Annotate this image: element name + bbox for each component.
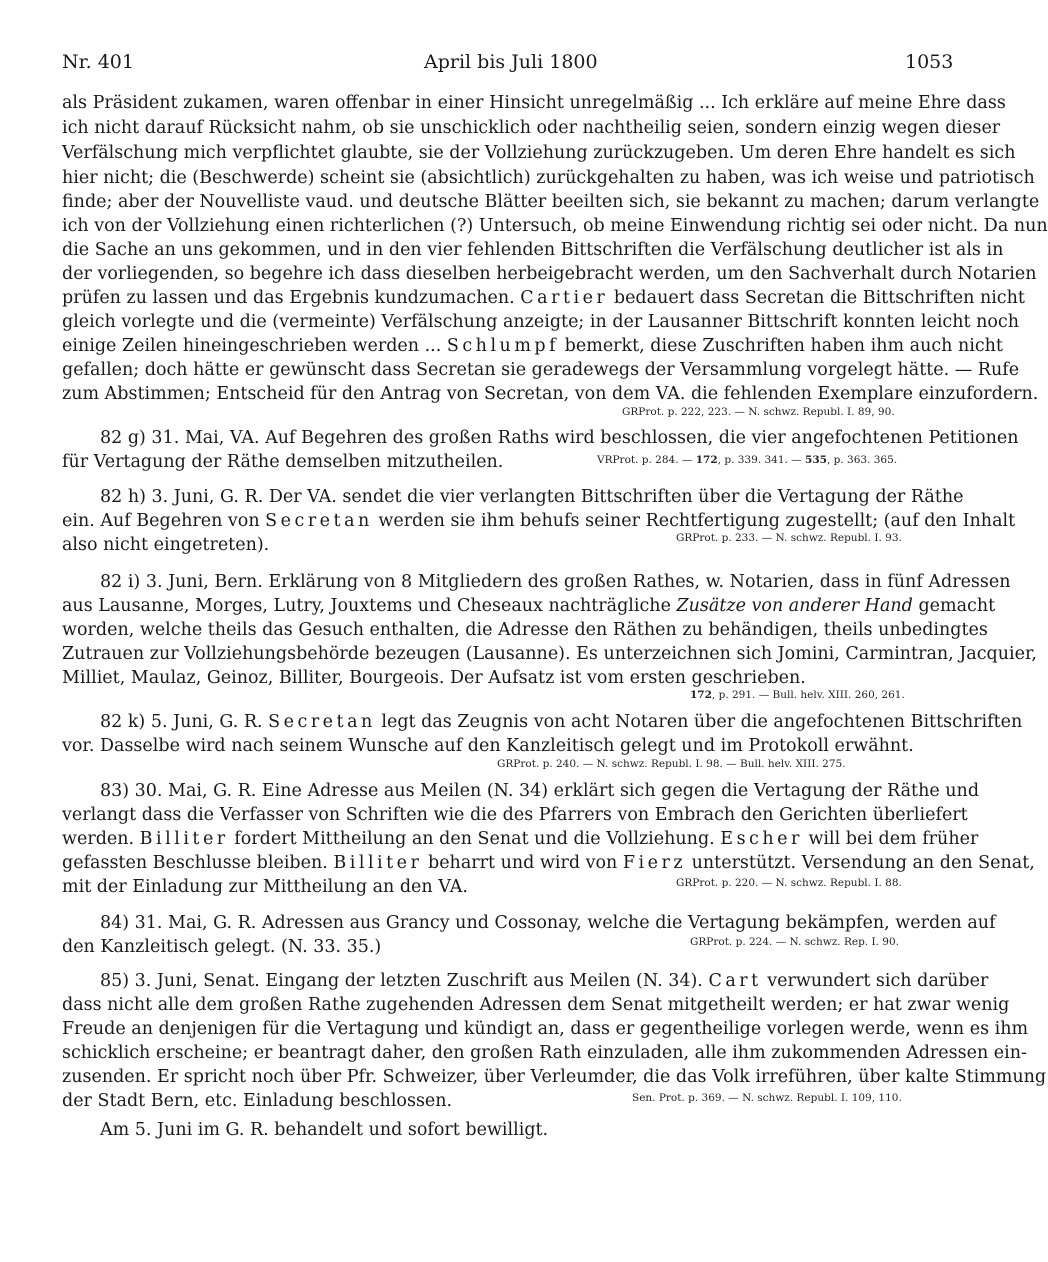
text-line: für Vertagung der Räthe demselben mitzutheilen. xyxy=(62,452,504,472)
text-line: hier nicht; die (Beschwerde) scheint sie (absichtlich) zurückgehalten zu haben, was ich weise und patriotisch xyxy=(62,168,1035,188)
text-segment: prüfen zu lassen und das Ergebnis kundzumachen. xyxy=(62,288,515,308)
text-line: finde; aber der Nouvelliste vaud. und deutsche Blätter beeilten sich, sie bekannt zu machen; darum verlangte xyxy=(62,192,1040,212)
text-segment: aus Lausanne, Morges, Lutry, Jouxtems und Cheseaux nachträgliche xyxy=(62,596,671,616)
text-segment: 85) 3. Juni, Senat. Eingang der letzten Zuschrift aus Meilen (N. 34). xyxy=(100,971,703,991)
text-line: dass nicht alle dem großen Rathe zugehenden Adressen dem Senat mitgetheilt werden; er hat zwar wenig xyxy=(62,995,1010,1015)
text-line: Zutrauen zur Vollziehungsbehörde bezeugen (Lausanne). Es unterzeichnen sich Jomini, Carmintran, Jacquier, xyxy=(62,644,1037,664)
text-line: verlangt dass die Verfasser von Schriften wie die des Pfarrers von Embrach den Gerichten überliefert xyxy=(62,805,968,825)
text-line xyxy=(62,510,1016,532)
text-segment: fordert Mittheilung an den Senat und die Vollziehung. xyxy=(234,829,715,849)
text-line: Verfälschung mich verpflichtet glaubte, sie der Vollziehung zurückzugeben. Um deren Ehre handelt es sich xyxy=(62,143,1016,163)
text-segment: will bei dem früher xyxy=(808,829,979,849)
text-segment: legt das Zeugnis von acht Notaren über die angefochtenen Bittschriften xyxy=(381,712,1023,732)
text-line: der vorliegenden, so begehre ich dass dieselben herbeigebracht werden, um den Sachverhalt durch Notarien xyxy=(62,264,1037,284)
text-segment: werden. xyxy=(62,829,135,849)
spaced-name: Cart xyxy=(708,971,762,991)
text-line: 82 h) 3. Juni, G. R. Der VA. sendet die vier verlangten Bittschriften über die Vertagung der Räthe xyxy=(100,487,964,507)
text-line: 84) 31. Mai, G. R. Adressen aus Grancy und Cossonay, welche die Vertagung bekämpfen, werden auf xyxy=(100,913,996,933)
citation-bold: 172 xyxy=(695,454,718,466)
text-line: 82 i) 3. Juni, Bern. Erklärung von 8 Mitgliedern des großen Rathes, w. Notarien, dass in fünf Adressen xyxy=(100,572,1011,592)
citation: Sen. Prot. p. 369. — N. schwz. Republ. I. 109, 110. xyxy=(632,1092,902,1104)
text-line: Milliet, Maulaz, Geinoz, Billiter, Bourgeois. Der Aufsatz ist vom ersten geschrieben. xyxy=(62,668,806,688)
citation-part: , p. 291. — Bull. helv. XIII. 260, 261. xyxy=(711,689,905,701)
text-segment: unterstützt. Versendung an den Senat, xyxy=(691,853,1035,873)
text-line: als Präsident zukamen, waren offenbar in einer Hinsicht unregelmäßig ... Ich erkläre auf meine Ehre dass xyxy=(62,93,1006,113)
spaced-name: Escher xyxy=(720,829,803,849)
text-line: gefallen; doch hätte er gewünscht dass Secretan sie geradewegs der Versammlung vorgelegt hätte. — Rufe xyxy=(62,360,1020,380)
spaced-name: Billiter xyxy=(333,853,423,873)
citation: GRProt. p. 240. — N. schwz. Republ. I. 98. — Bull. helv. XIII. 275. xyxy=(497,758,846,770)
spaced-name: Cartier xyxy=(520,288,609,308)
text-line: Freude an denjenigen für die Vertagung und kündigt an, dass er gegentheilige vorlegen werde, wenn es ihm xyxy=(62,1019,1029,1039)
text-line: ich nicht darauf Rücksicht nahm, ob sie unschicklich oder nachtheilig seien, sondern einzig wegen dieser xyxy=(62,118,1001,138)
citation xyxy=(690,688,905,702)
text-line: zusenden. Er spricht noch über Pfr. Schweizer, über Verleumder, die das Volk irreführen, über kalte Stimmung xyxy=(62,1067,1047,1087)
citation-bold: 535 xyxy=(805,454,827,466)
text-segment: werden sie ihm behufs seiner Rechtfertigung zugestellt; (auf den Inhalt xyxy=(378,511,1016,531)
text-line: schicklich erscheine; er beantragt daher, den großen Rath einzuladen, alle ihm zukommenden Adressen ein- xyxy=(62,1043,1027,1063)
text-line: vor. Dasselbe wird nach seinem Wunsche auf den Kanzleitisch gelegt und im Protokoll erwähnt. xyxy=(62,736,914,756)
citation: GRProt. p. 233. — N. schwz. Republ. I. 93. xyxy=(676,532,902,544)
citation xyxy=(597,453,897,467)
citation-part: , p. 339. 341. — xyxy=(717,454,806,466)
citation-part: VRProt. p. 284. — xyxy=(597,454,696,466)
spaced-name: Schlumpf xyxy=(446,336,560,356)
text-line xyxy=(100,711,1023,733)
page-number: 1053 xyxy=(905,51,954,73)
citation: GRProt. p. 220. — N. schwz. Republ. I. 88. xyxy=(676,877,902,889)
text-line: ich von der Vollziehung einen richterlichen (?) Untersuch, ob meine Einwendung richtig sei oder nicht. Da nun xyxy=(62,216,1048,236)
text-line: 83) 30. Mai, G. R. Eine Adresse aus Meilen (N. 34) erklärt sich gegen die Vertagung der Räthe und xyxy=(100,781,980,801)
text-line: worden, welche theils das Gesuch enthalten, die Adresse den Räthen zu behändigen, theils unbedingtes xyxy=(62,620,988,640)
text-segment: beharrt und wird von xyxy=(428,853,618,873)
text-line: der Stadt Bern, etc. Einladung beschlossen. xyxy=(62,1091,453,1111)
text-line: mit der Einladung zur Mittheilung an den VA. xyxy=(62,877,468,897)
text-line: 82 g) 31. Mai, VA. Auf Begehren des großen Raths wird beschlossen, die vier angefochtenen Petitionen xyxy=(100,428,1019,448)
citation-part: , p. 363. 365. xyxy=(826,454,898,466)
document-number: Nr. 401 xyxy=(62,51,134,73)
text-line: den Kanzleitisch gelegt. (N. 33. 35.) xyxy=(62,937,382,957)
text-line: gleich vorlegte und die (vermeinte) Verfälschung anzeigte; in der Lausanner Bittschrift konnten leicht noch xyxy=(62,312,1019,332)
text-segment: verwundert sich darüber xyxy=(767,971,989,991)
running-title: April bis Juli 1800 xyxy=(424,51,598,73)
citation: GRProt. p. 222, 223. — N. schwz. Republ. I. 89, 90. xyxy=(622,406,895,418)
text-segment: gemacht xyxy=(918,596,996,616)
text-line: also nicht eingetreten). xyxy=(62,535,270,555)
text-segment: 82 k) 5. Juni, G. R. xyxy=(100,712,263,732)
text-segment: gefassten Beschlusse bleiben. xyxy=(62,853,328,873)
text-line: zum Abstimmen; Entscheid für den Antrag von Secretan, von dem VA. die fehlenden Exemplare einzufordern. xyxy=(62,384,1039,404)
text-line xyxy=(62,335,1003,357)
spaced-name: Secretan xyxy=(265,511,373,531)
text-segment: bemerkt, diese Zuschriften haben ihm auch nicht xyxy=(564,336,1003,356)
text-line xyxy=(62,287,1025,309)
text-line: die Sache an uns gekommen, und in den vier fehlenden Bittschriften die Verfälschung deutlicher ist als in xyxy=(62,240,1004,260)
italic-phrase: Zusätze von anderer Hand xyxy=(676,596,913,616)
spaced-name: Billiter xyxy=(139,829,229,849)
citation: GRProt. p. 224. — N. schwz. Rep. I. 90. xyxy=(690,936,900,948)
text-line xyxy=(62,595,996,617)
text-segment: bedauert dass Secretan die Bittschriften nicht xyxy=(613,288,1025,308)
spaced-name: Secretan xyxy=(268,712,376,732)
citation-bold: 172 xyxy=(690,689,712,701)
text-line xyxy=(100,970,989,992)
text-line: Am 5. Juni im G. R. behandelt und sofort bewilligt. xyxy=(100,1120,549,1140)
text-line xyxy=(62,852,1035,874)
text-line xyxy=(62,828,979,850)
text-segment: einige Zeilen hineingeschrieben werden ... xyxy=(62,336,442,356)
text-segment: ein. Auf Begehren von xyxy=(62,511,260,531)
spaced-name: Fierz xyxy=(622,853,687,873)
